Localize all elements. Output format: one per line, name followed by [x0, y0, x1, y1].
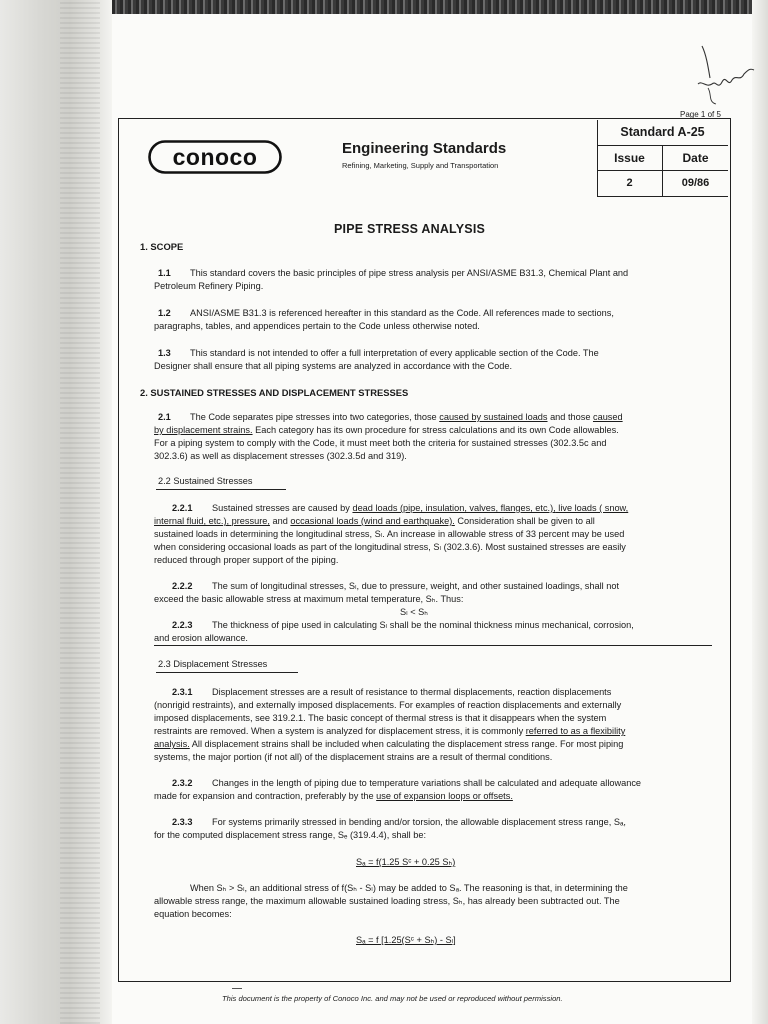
paragraph-line: Designer shall ensure that all piping systems are analyzed in accordance with the Code. — [154, 361, 512, 371]
equation: Sₐ = f(1.25 Sᶜ + 0.25 Sₕ) — [356, 857, 456, 867]
paragraph-line: imposed displacements, see 319.2.1. The basic concept of thermal stress is that it disappears when the system — [154, 713, 607, 723]
standard-number: Standard A-25 — [620, 125, 705, 139]
paragraph-number: 2.2.3 — [172, 620, 193, 630]
svg-text:conoco: conoco — [172, 144, 258, 170]
paragraph-line: For a piping system to comply with the Code, it must meet both the criteria for sustained stresses (302.3.5c and — [154, 438, 607, 448]
paragraph-line: When Sₕ > Sₗ, an additional stress of f(Sₕ - Sₗ) may be added to Sₐ. The reasoning is that, in determining the — [190, 883, 628, 893]
paragraph-number: 2.3.3 — [172, 817, 193, 827]
paragraph-line: 302.3.6) as well as displacement stresses (302.3.5d and 319). — [154, 451, 407, 461]
paragraph-number: 1.2 — [158, 308, 171, 318]
standard-box-border — [597, 196, 728, 197]
subsection-heading: 2.2 Sustained Stresses — [158, 476, 253, 486]
paragraph-line: exceed the basic allowable stress at maximum metal temperature, Sₕ. Thus: — [154, 594, 464, 604]
paragraph-line: equation becomes: — [154, 909, 232, 919]
heading-underline — [156, 489, 286, 490]
handwritten-signature — [688, 44, 756, 114]
paragraph-line: (nonrigid restraints), and externally imposed displacements. For examples of reaction displacements and externally — [154, 700, 622, 710]
paragraph-line: This standard covers the basic principles of pipe stress analysis per ANSI/ASME B31.3, Chemical Plant and — [190, 268, 629, 278]
document-title: PIPE STRESS ANALYSIS — [334, 222, 486, 236]
paragraph-number: 2.2.1 — [172, 503, 193, 513]
standards-subtitle: Refining, Marketing, Supply and Transportation — [342, 161, 499, 170]
paragraph-line: systems, the major portion (if not all) of the displacement strains are a result of thermal conditions. — [154, 752, 553, 762]
equation: Sₗ < Sₕ — [400, 607, 428, 617]
paragraph-number: 1.1 — [158, 268, 171, 278]
paragraph-line: allowable stress range, the maximum allowable sustained loading stress, Sₕ, has already been subtracted out. The — [154, 896, 620, 906]
paragraph-line: paragraphs, tables, and appendices pertain to the Code unless otherwise noted. — [154, 321, 480, 331]
paragraph-line: for the computed displacement stress range, Sₑ (319.4.4), shall be: — [154, 830, 427, 840]
footer-notice: This document is the property of Conoco Inc. and may not be used or reproduced without permission. — [222, 994, 563, 1003]
paragraph-line: made for expansion and contraction, preferably by the use of expansion loops or offsets. — [154, 791, 513, 801]
paragraph-line: The thickness of pipe used in calculating Sₗ shall be the nominal thickness minus mechanical, corrosion, — [212, 620, 634, 630]
equation: Sₐ = f [1.25(Sᶜ + Sₕ) - Sₗ] — [356, 935, 456, 945]
paragraph-number: 2.1 — [158, 412, 171, 422]
heading-underline — [156, 672, 298, 673]
paragraph-line: sustained loads in determining the longitudinal stress, Sₗ. An increase in allowable stress of 33 percent may be used — [154, 529, 625, 539]
paragraph-underline — [154, 645, 712, 646]
paragraph-line: For systems primarily stressed in bending and/or torsion, the allowable displacement stress range, Sₐ, — [212, 817, 626, 827]
subsection-heading: 2.3 Displacement Stresses — [158, 659, 268, 669]
section-heading: 2. SUSTAINED STRESSES AND DISPLACEMENT STRESSES — [140, 387, 409, 398]
paragraph-line: reduced through proper support of the piping. — [154, 555, 339, 565]
page-number: Page 1 of 5 — [680, 110, 721, 119]
paragraph-line: Petroleum Refinery Piping. — [154, 281, 264, 291]
paragraph-line: This standard is not intended to offer a full interpretation of every applicable section of the Code. The — [190, 348, 599, 358]
paragraph-line: The sum of longitudinal stresses, Sₗ, due to pressure, weight, and other sustained loadings, shall not — [212, 581, 620, 591]
scan-edge-right — [752, 0, 768, 1024]
paragraph-number: 2.2.2 — [172, 581, 193, 591]
scan-edge-top — [0, 0, 768, 14]
standard-info-box — [597, 120, 728, 196]
paragraph-line: and erosion allowance. — [154, 633, 248, 643]
paragraph-line: restraints are removed. When a system is analyzed for displacement stress, it is commonly referred to as a flexibility — [154, 726, 626, 736]
issue-value: 2 — [626, 177, 633, 189]
paragraph-line: ANSI/ASME B31.3 is referenced hereafter in this standard as the Code. All references made to sections, — [190, 308, 614, 318]
paragraph-line: analysis. All displacement strains shall be included when calculating the displacement stress range. For most piping — [154, 739, 624, 749]
paragraph-line: Sustained stresses are caused by dead loads (pipe, insulation, valves, flanges, etc.), live loads ( snow, — [212, 503, 629, 513]
paragraph-number: 2.3.1 — [172, 687, 193, 697]
standards-title: Engineering Standards — [342, 140, 507, 157]
footer-mark — [232, 988, 242, 989]
paragraph-line: Changes in the length of piping due to temperature variations shall be calculated and adequate allowance — [212, 778, 642, 788]
paragraph-line: internal fluid, etc.), pressure, and occasional loads (wind and earthquake). Consideration shall be given to all — [154, 516, 595, 526]
issue-label: Issue — [614, 151, 645, 165]
paragraph-line: by displacement strains. Each category has its own procedure for stress calculations and its own Code allowables. — [154, 425, 619, 435]
paragraph-line: The Code separates pipe stresses into two categories, those caused by sustained loads and those caused — [190, 412, 623, 422]
date-value: 09/86 — [662, 171, 728, 197]
section-heading: 1. SCOPE — [140, 241, 184, 252]
conoco-logo — [148, 140, 282, 174]
date-label: Date — [662, 146, 728, 171]
scan-edge-left — [0, 0, 112, 1024]
paragraph-number: 1.3 — [158, 348, 171, 358]
paragraph-line: when considering occasional loads as part of the longitudinal stress, Sₗ (302.3.6). Most sustained stresses are easily — [154, 542, 626, 552]
paragraph-number: 2.3.2 — [172, 778, 193, 788]
paragraph-line: Displacement stresses are a result of resistance to thermal displacements, reaction displacements — [212, 687, 612, 697]
